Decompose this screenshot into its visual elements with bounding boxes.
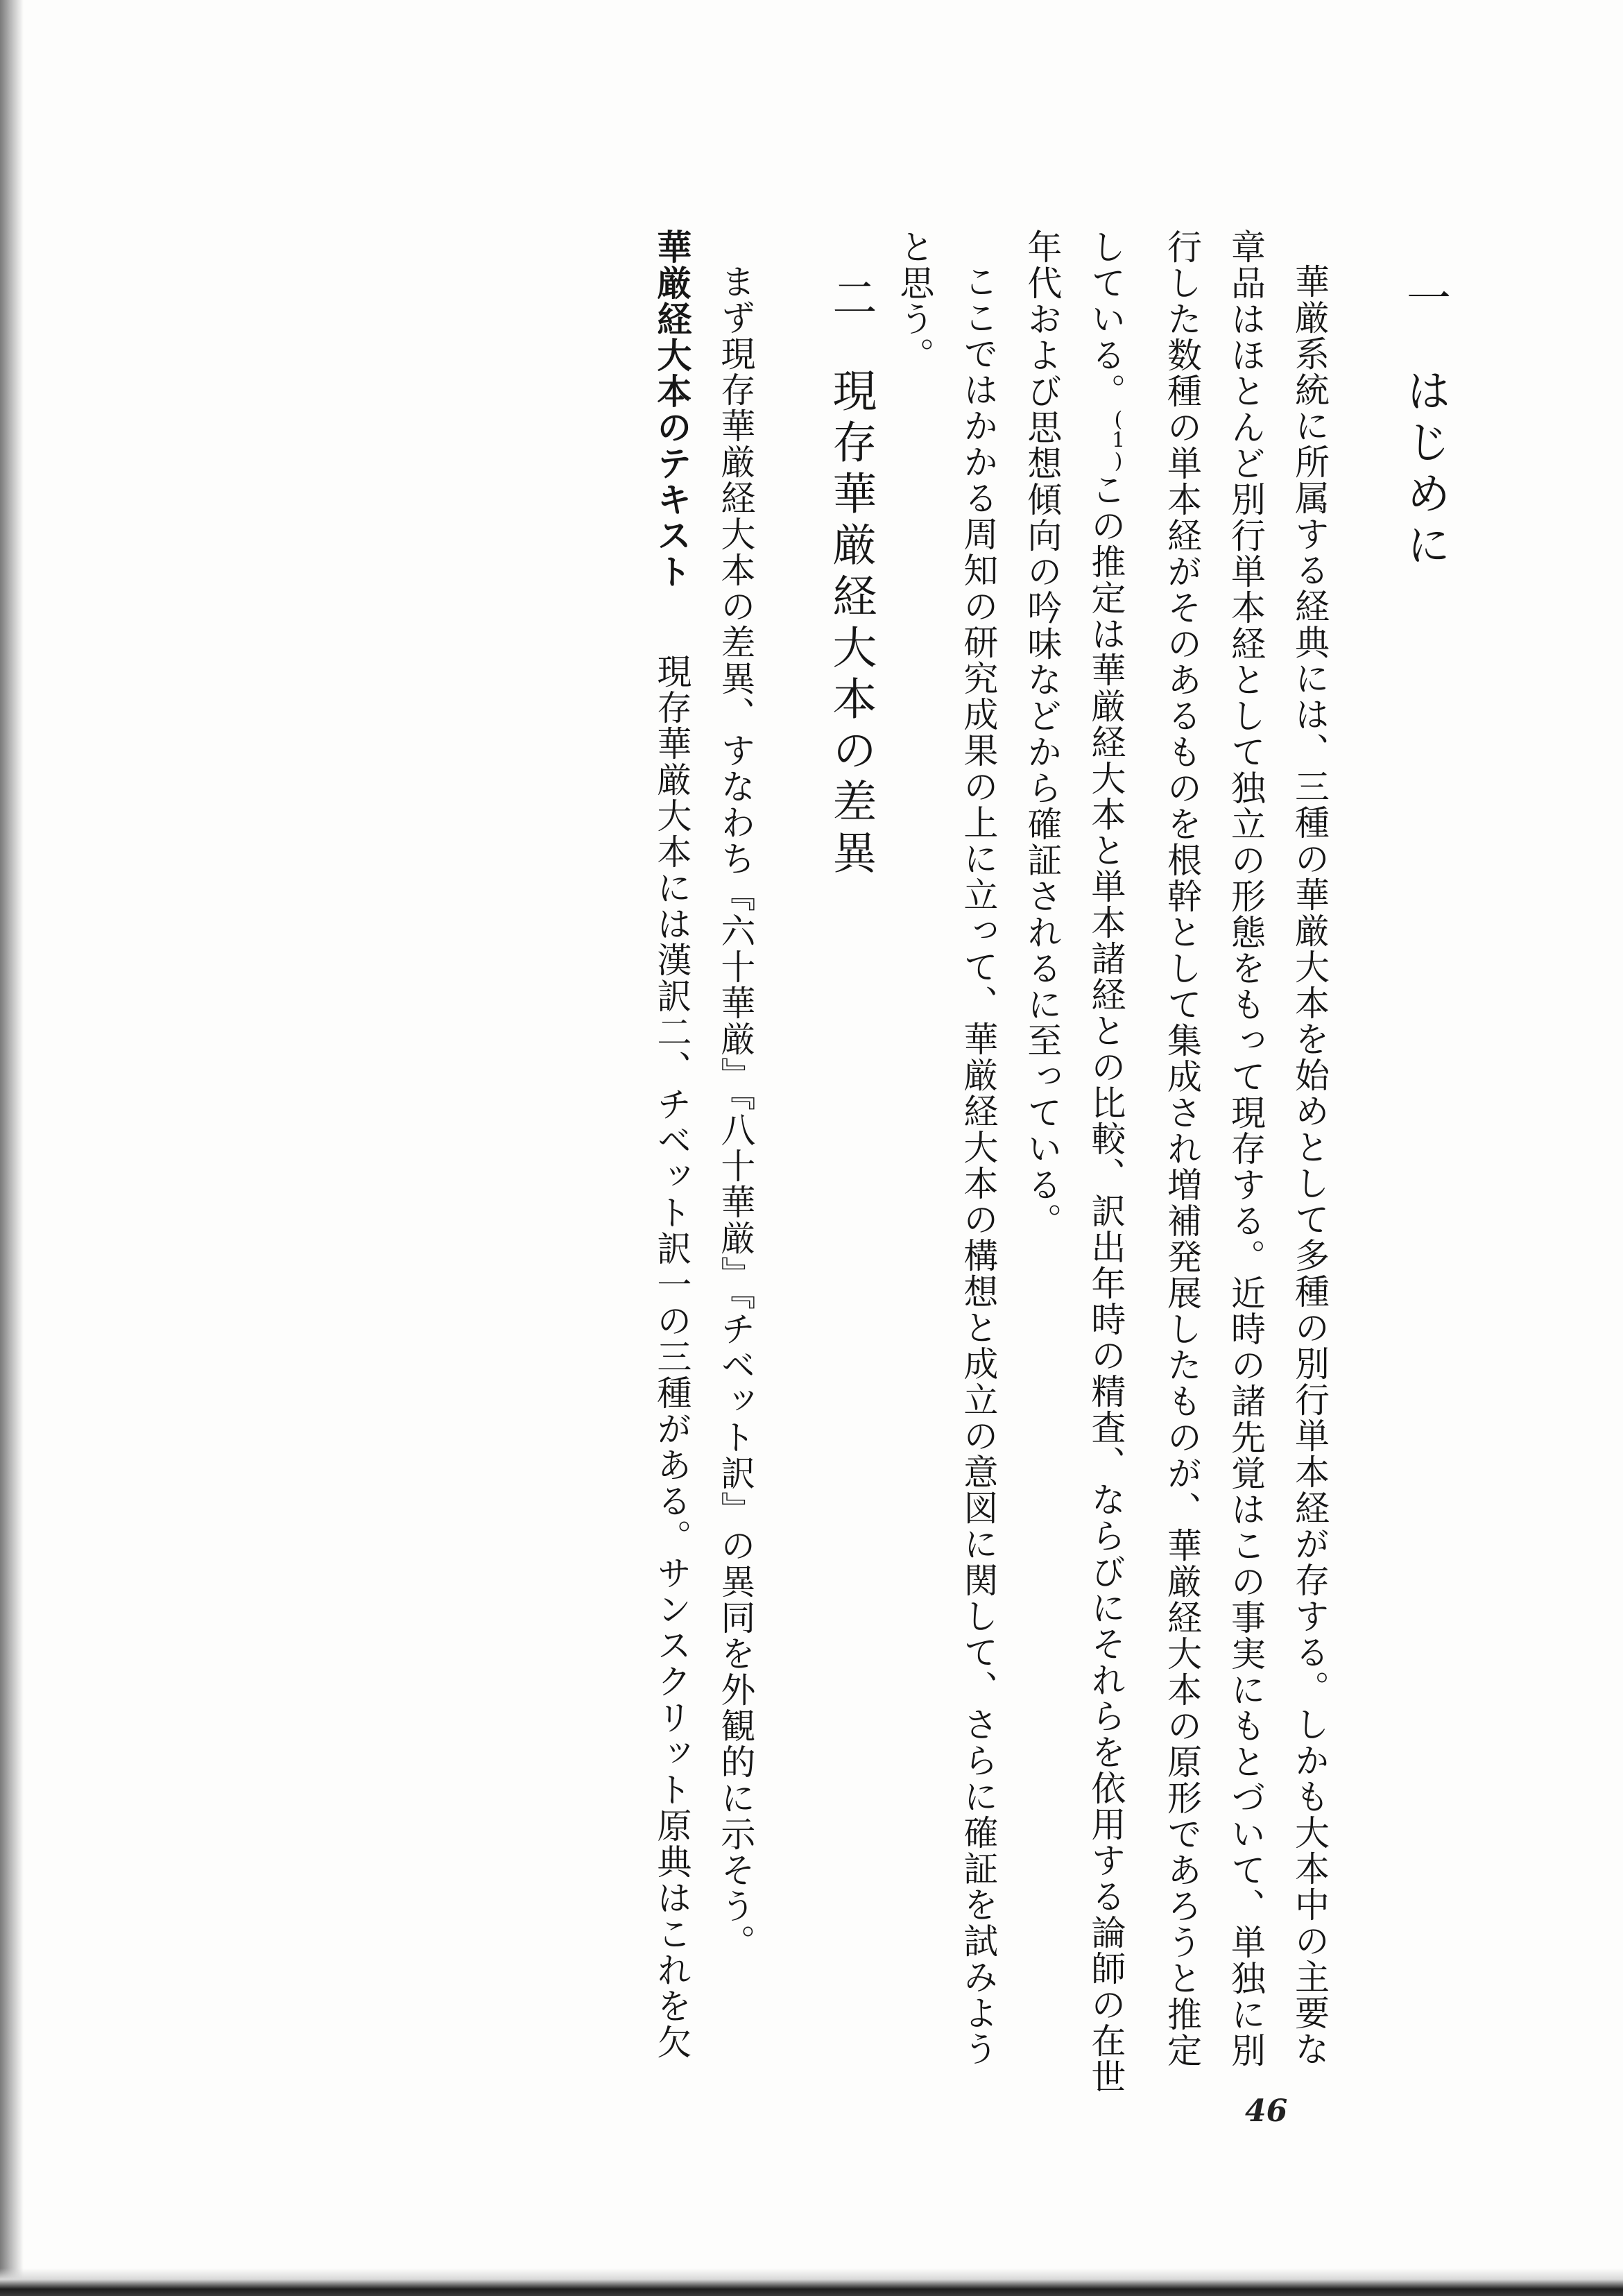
para1-line-5: 思想傾向の吟味などから確証されるに至っている。	[1022, 409, 1063, 1239]
para1-line-1: 華厳系統に所属する経典には、三種の華厳大本を始めとして多種の別行単本経が存する。しかも大本中の主要な章	[1226, 229, 1330, 2067]
section-title-2: 現存華厳経大本の差異	[825, 368, 877, 881]
para1-line-4b: この推定は華厳経大本と単本諸経との比較、訳出年時の精査、ならびにそれらを依用する論師の在世年代および	[1022, 229, 1126, 2095]
para2-line-2: 思う。	[894, 265, 935, 373]
section-heading-1	[1393, 229, 1457, 2102]
paragraph-4	[639, 229, 703, 2102]
para2-line-1: ここではかかる周知の研究成果の上に立って、華厳経大本の構想と成立の意図に関して、さらに確証を試みようと	[894, 229, 999, 2067]
para3-text: まず現存華厳経大本の差異、すなわち『六十華厳』『八十華厳』『チベット訳』の異同を外観的に示そう。	[715, 264, 756, 1960]
scan-edge-shadow	[0, 0, 24, 2296]
para4-text: 現存華厳大本には漢訳二、チベット訳一の三種がある。サンスクリット原典はこれを欠	[651, 653, 692, 2060]
section-heading-2	[818, 229, 882, 2102]
para1-line-2: 品はほとんど別行単本経として独立の形態をもって現存する。近時の諸先覚はこの事実にもとづいて、単独に別行し	[1162, 229, 1266, 2068]
scan-bottom-edge	[0, 2268, 1623, 2296]
para1-line-4a: る。	[1085, 337, 1126, 409]
paragraph-1	[1010, 229, 1341, 2102]
para4-spacer	[651, 617, 692, 653]
footnote-ref: (1)	[1111, 409, 1126, 472]
section-title-1: はじめに	[1399, 368, 1450, 573]
paragraph-3	[703, 229, 767, 2102]
page-number: 46	[1245, 2093, 1288, 2129]
section-number-1: 一	[1399, 275, 1450, 326]
section-number-2: 二	[825, 275, 877, 326]
paragraph-2	[882, 229, 1010, 2102]
vertical-text-block	[639, 229, 1457, 2102]
subheading-text-types: 華厳経大本のテキスト	[651, 229, 692, 590]
para1-line-3: た数種の単本経がそのあるものを根幹として集成され増補発展したものが、華厳経大本の原形であろうと推定してい	[1085, 229, 1202, 2068]
